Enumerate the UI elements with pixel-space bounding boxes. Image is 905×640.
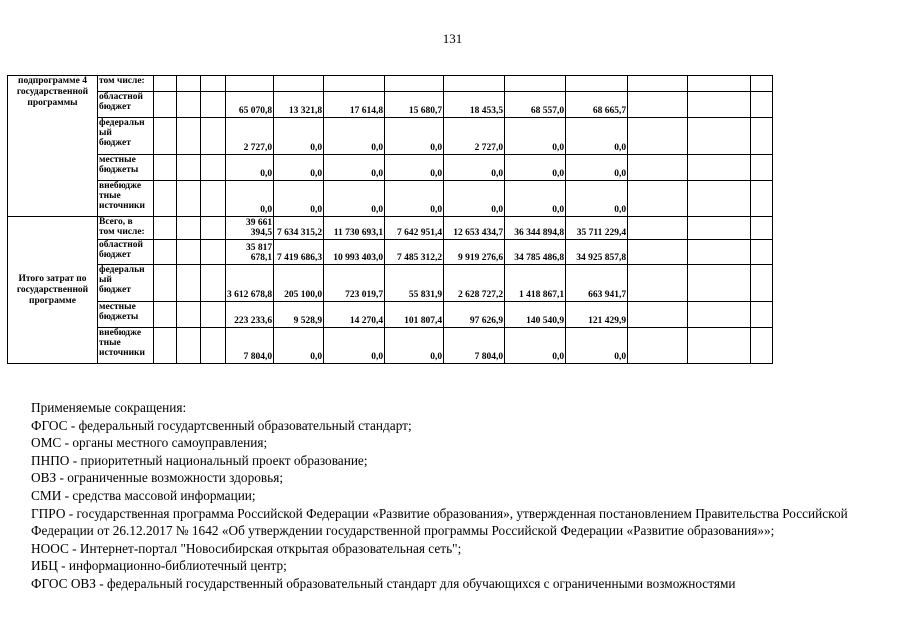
empty-cell	[154, 240, 177, 265]
table-row	[8, 118, 843, 155]
value-cell: 101 807,4	[385, 302, 444, 328]
value-cell: 0,0	[566, 155, 628, 181]
funding-source: внебюдже тные источники	[98, 181, 154, 217]
empty-cell	[751, 265, 773, 302]
empty-cell	[628, 92, 688, 118]
empty-cell	[628, 155, 688, 181]
value-cell: 0,0	[226, 155, 274, 181]
empty-cell	[688, 328, 751, 364]
empty-cell	[154, 265, 177, 302]
value-cell: 0,0	[324, 118, 385, 155]
empty-cell	[628, 302, 688, 328]
value-cell: 9 919 276,6	[444, 240, 505, 265]
note-line: ОМС - органы местного самоуправления;	[31, 435, 268, 451]
abbreviations-list	[31, 399, 891, 593]
value-cell: 0,0	[324, 155, 385, 181]
value-cell: 0,0	[566, 181, 628, 217]
table-row	[8, 302, 843, 328]
value-cell: 0,0	[566, 328, 628, 364]
note-line: ФГОС - федеральный государтсвенный образовательный стандарт;	[31, 417, 412, 433]
table-row	[8, 265, 843, 302]
empty-cell	[688, 181, 751, 217]
value-cell: 0,0	[385, 181, 444, 217]
funding-source: областной бюджет	[98, 240, 154, 265]
value-cell: 14 270,4	[324, 302, 385, 328]
value-cell: 34 785 486,8	[505, 240, 566, 265]
value-cell: 7 804,0	[444, 328, 505, 364]
value-cell: 18 453,5	[444, 92, 505, 118]
value-cell: 0,0	[226, 181, 274, 217]
empty-cell	[688, 265, 751, 302]
value-cell: 36 344 894,8	[505, 217, 566, 240]
empty-cell	[688, 240, 751, 265]
funding-source: Всего, в том числе:	[98, 217, 154, 240]
empty-cell	[751, 76, 773, 92]
value-cell: 140 540,9	[505, 302, 566, 328]
note-line: СМИ - средства массовой информации;	[31, 487, 256, 503]
note-line: НООС - Интернет-портал "Новосибирская открытая образовательная сеть";	[31, 540, 462, 556]
empty-cell	[201, 328, 226, 364]
table-row	[8, 155, 843, 181]
empty-cell	[751, 328, 773, 364]
empty-cell	[177, 181, 201, 217]
value-cell	[226, 76, 274, 92]
funding-source: областной бюджет	[98, 92, 154, 118]
value-cell: 7 419 686,3	[274, 240, 324, 265]
funding-source: местные бюджеты	[98, 302, 154, 328]
value-cell	[444, 76, 505, 92]
empty-cell	[751, 240, 773, 265]
empty-cell	[201, 181, 226, 217]
value-cell: 0,0	[385, 328, 444, 364]
value-cell	[566, 76, 628, 92]
empty-cell	[688, 217, 751, 240]
section-label: подпрограмме 4 государственной программы	[8, 76, 98, 217]
value-cell: 0,0	[274, 328, 324, 364]
empty-cell	[154, 76, 177, 92]
note-line: ИБЦ - информационно-библиотечный центр;	[31, 558, 287, 574]
empty-cell	[751, 155, 773, 181]
table-row	[8, 217, 843, 240]
value-cell: 121 429,9	[566, 302, 628, 328]
value-cell: 1 418 867,1	[505, 265, 566, 302]
value-cell: 0,0	[274, 118, 324, 155]
funding-source: внебюдже тные источники	[98, 328, 154, 364]
empty-cell	[688, 92, 751, 118]
empty-cell	[154, 92, 177, 118]
section-label: Итого затрат по государственной программе	[8, 217, 98, 364]
value-cell: 15 680,7	[385, 92, 444, 118]
empty-cell	[154, 217, 177, 240]
funding-source: федеральн ый бюджет	[98, 118, 154, 155]
value-cell: 7 642 951,4	[385, 217, 444, 240]
empty-cell	[628, 328, 688, 364]
empty-cell	[688, 118, 751, 155]
empty-cell	[201, 76, 226, 92]
value-cell: 0,0	[505, 118, 566, 155]
value-cell: 0,0	[324, 181, 385, 217]
table-row	[8, 328, 843, 364]
value-cell: 13 321,8	[274, 92, 324, 118]
value-cell	[385, 76, 444, 92]
value-cell: 35 817 678,1	[226, 240, 274, 265]
value-cell: 0,0	[505, 155, 566, 181]
empty-cell	[201, 265, 226, 302]
value-cell: 0,0	[274, 181, 324, 217]
note-line: ПНПО - приоритетный национальный проект образование;	[31, 452, 368, 468]
empty-cell	[201, 155, 226, 181]
value-cell: 55 831,9	[385, 265, 444, 302]
value-cell: 7 804,0	[226, 328, 274, 364]
value-cell: 0,0	[505, 328, 566, 364]
empty-cell	[177, 155, 201, 181]
table-row	[8, 76, 843, 92]
empty-cell	[751, 92, 773, 118]
note-line: ОВЗ - ограниченные возможности здоровья;	[31, 470, 284, 486]
value-cell: 9 528,9	[274, 302, 324, 328]
empty-cell	[628, 118, 688, 155]
value-cell: 0,0	[444, 155, 505, 181]
table-row	[8, 181, 843, 217]
empty-cell	[751, 181, 773, 217]
value-cell: 12 653 434,7	[444, 217, 505, 240]
note-line: Применяемые сокращения:	[31, 400, 187, 415]
value-cell: 7 485 312,2	[385, 240, 444, 265]
empty-cell	[751, 118, 773, 155]
value-cell	[274, 76, 324, 92]
value-cell: 7 634 315,2	[274, 217, 324, 240]
value-cell: 0,0	[324, 328, 385, 364]
value-cell: 2 727,0	[226, 118, 274, 155]
empty-cell	[177, 76, 201, 92]
value-cell: 68 665,7	[566, 92, 628, 118]
empty-cell	[201, 302, 226, 328]
table-row	[8, 92, 843, 118]
value-cell: 17 614,8	[324, 92, 385, 118]
empty-cell	[628, 265, 688, 302]
note-line: ФГОС ОВЗ - федеральный государственный образовательный стандарт для обучающихся с ограниченными возможностями	[31, 575, 736, 591]
empty-cell	[154, 155, 177, 181]
funding-source: местные бюджеты	[98, 155, 154, 181]
value-cell: 723 019,7	[324, 265, 385, 302]
empty-cell	[751, 217, 773, 240]
empty-cell	[177, 118, 201, 155]
value-cell	[505, 76, 566, 92]
value-cell: 0,0	[566, 118, 628, 155]
note-line: ГПРО - государственная программа Российской Федерации «Развитие образования», утвержденная постановлением Правительства Российской Федерации от 26.12.2017 № 1642 «Об утверждении государственной программы Российской Федерации «Развитие образования»»;	[31, 505, 848, 539]
empty-cell	[688, 302, 751, 328]
value-cell: 0,0	[385, 118, 444, 155]
value-cell: 11 730 693,1	[324, 217, 385, 240]
budget-table	[7, 75, 843, 364]
empty-cell	[177, 217, 201, 240]
funding-source: федеральн ый бюджет	[98, 265, 154, 302]
value-cell	[324, 76, 385, 92]
empty-cell	[628, 240, 688, 265]
empty-cell	[177, 240, 201, 265]
table-row	[8, 240, 843, 265]
value-cell: 2 727,0	[444, 118, 505, 155]
empty-cell	[628, 181, 688, 217]
empty-cell	[154, 328, 177, 364]
page-number: 131	[442, 31, 463, 46]
value-cell: 3 612 678,8	[226, 265, 274, 302]
empty-cell	[751, 302, 773, 328]
value-cell: 663 941,7	[566, 265, 628, 302]
empty-cell	[688, 155, 751, 181]
value-cell: 10 993 403,0	[324, 240, 385, 265]
empty-cell	[628, 217, 688, 240]
value-cell: 2 628 727,2	[444, 265, 505, 302]
empty-cell	[688, 76, 751, 92]
value-cell: 0,0	[385, 155, 444, 181]
empty-cell	[177, 92, 201, 118]
empty-cell	[154, 302, 177, 328]
funding-source: том числе:	[98, 76, 154, 92]
value-cell: 205 100,0	[274, 265, 324, 302]
value-cell: 68 557,0	[505, 92, 566, 118]
empty-cell	[154, 181, 177, 217]
empty-cell	[154, 118, 177, 155]
value-cell: 65 070,8	[226, 92, 274, 118]
value-cell: 35 711 229,4	[566, 217, 628, 240]
empty-cell	[177, 265, 201, 302]
empty-cell	[201, 92, 226, 118]
empty-cell	[177, 328, 201, 364]
empty-cell	[201, 217, 226, 240]
value-cell: 39 661 394,5	[226, 217, 274, 240]
empty-cell	[628, 76, 688, 92]
empty-cell	[201, 118, 226, 155]
empty-cell	[177, 302, 201, 328]
value-cell: 0,0	[505, 181, 566, 217]
value-cell: 34 925 857,8	[566, 240, 628, 265]
value-cell: 0,0	[444, 181, 505, 217]
empty-cell	[201, 240, 226, 265]
value-cell: 0,0	[274, 155, 324, 181]
value-cell: 223 233,6	[226, 302, 274, 328]
value-cell: 97 626,9	[444, 302, 505, 328]
